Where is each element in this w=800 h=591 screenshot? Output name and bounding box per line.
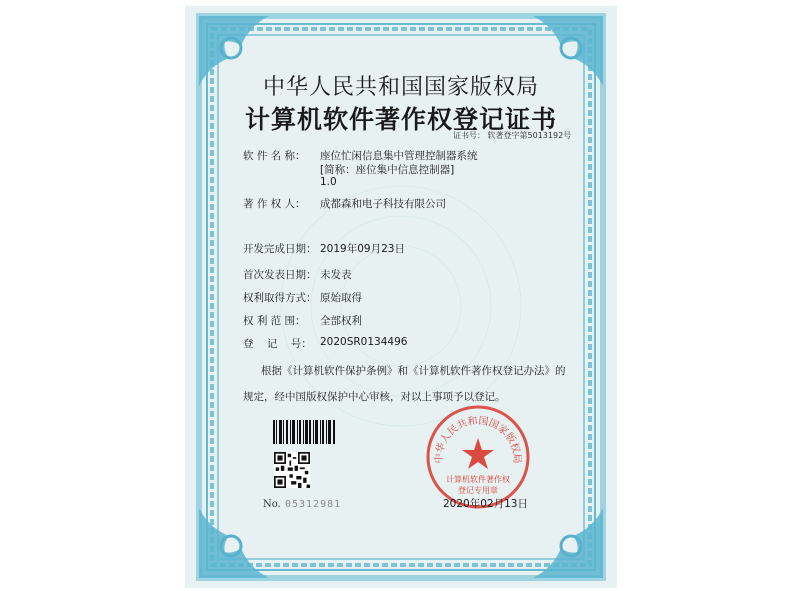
serial-label: No. (263, 499, 281, 510)
certificate (185, 6, 617, 588)
seal-arc-text: 中华人民共和国国家版权局 (433, 415, 523, 464)
scope-label: 权 利 范 围： (243, 315, 306, 327)
scope-value: 全部权利 (320, 315, 362, 327)
first-publish-value: 未发表 (320, 269, 352, 281)
reg-no-label: 登 记 号： (243, 338, 312, 350)
certificate-title: 计算机软件著作权登记证书 (244, 105, 557, 134)
legal-statement-line-1: 根据《计算机软件保护条例》和《计算机软件著作权登记办法》的 (261, 365, 566, 377)
seal-center-line-1: 计算机软件著作权 (446, 475, 510, 484)
acquisition-label: 权利取得方式： (243, 292, 317, 304)
seal-center-line-2: 登记专用章 (458, 486, 498, 495)
software-name-label: 软 件 名 称： (243, 150, 306, 162)
first-publish-label: 首次发表日期： (243, 269, 317, 281)
completion-date-value: 2019年09月23日 (320, 243, 405, 255)
reg-no-value: 2020SR0134496 (320, 336, 408, 348)
issue-date: 2020年02月13日 (443, 498, 528, 510)
owner-value: 成都森和电子科技有限公司 (320, 198, 446, 210)
software-name-line-2: [简称：座位集中信息控制器] (320, 164, 455, 176)
barcode (273, 420, 335, 444)
qr-code (274, 452, 310, 488)
owner-label: 著 作 权 人： (243, 198, 306, 210)
software-name-line-1: 座位忙闲信息集中管理控制器系统 (320, 150, 478, 162)
corner-ornament-bottom-left (199, 508, 269, 578)
legal-statement-line-2: 规定，经中国版权保护中心审核，对以上事项予以登记。 (243, 391, 506, 403)
issuer-title: 中华人民共和国国家版权局 (262, 75, 539, 100)
software-version: 1.0 (320, 176, 337, 188)
completion-date-label: 开发完成日期： (243, 243, 317, 255)
acquisition-value: 原始取得 (320, 292, 362, 304)
star-icon (462, 438, 494, 469)
corner-ornament-bottom-right (533, 508, 603, 578)
certificate-number: 证书号： 软著登字第5013192号 (453, 131, 572, 140)
official-seal (425, 404, 531, 510)
serial-number: 05312981 (285, 499, 342, 510)
